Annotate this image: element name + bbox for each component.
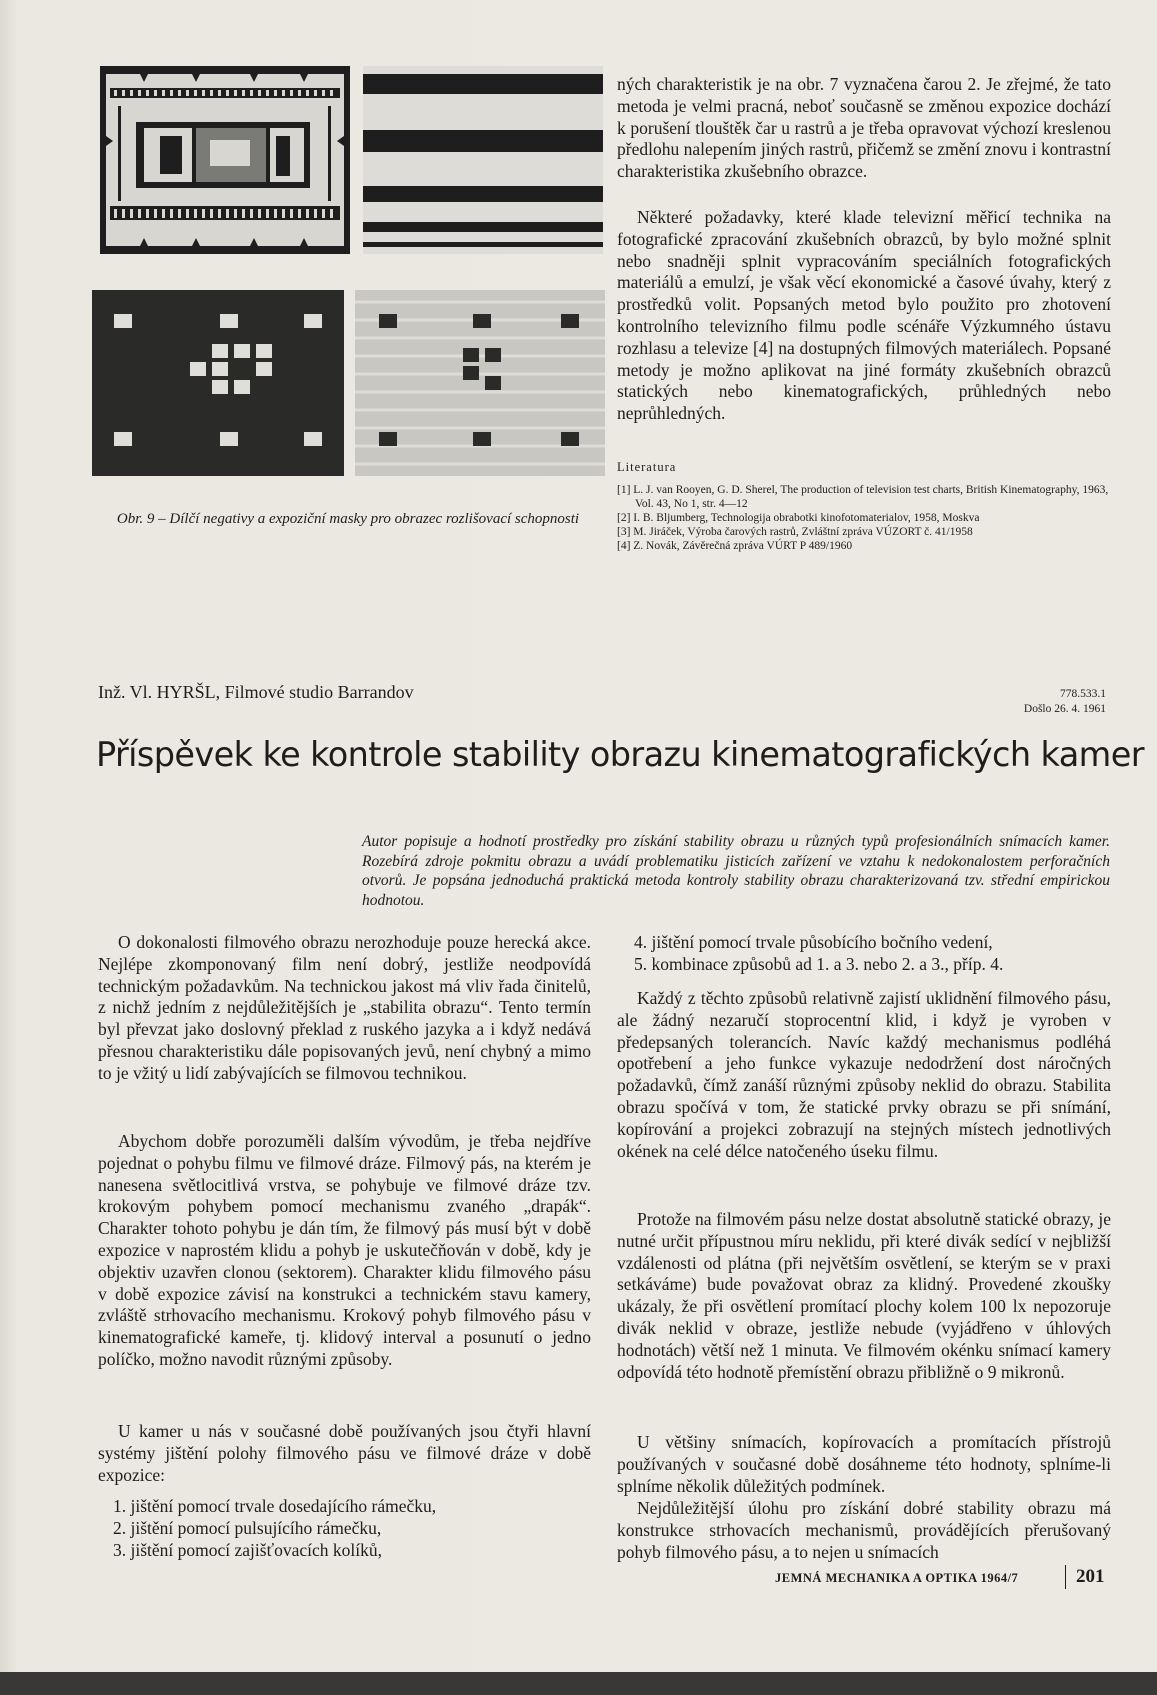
figure-caption: Obr. 9 – Dílčí negativy a expoziční masky pro obrazec rozlišovací schopnosti <box>116 511 580 527</box>
page-number: 201 <box>1076 1566 1105 1587</box>
article-title: Příspěvek ke kontrole stability obrazu kinematografických kamer <box>96 735 1144 774</box>
list-item: 2. jištění pomocí pulsujícího rámečku, <box>113 1517 382 1538</box>
literature-heading: Literatura <box>617 460 677 474</box>
figure-dark-squares-mask <box>92 290 344 476</box>
paragraph-right-1: Každý z těchto způsobů relativně zajistí uklidnění filmového pásu, ale žádný nezaručí stoprocentní klid, i když je vyroben v předepsaných tolerancích. Navíc každý mechanismus podléhá opotřebení a jeho funkce vykazuje nedodržení dost náročných požadavků, čímž zanáší různými způsoby neklid do obrazu. Stabilita obrazu spočívá v tom, že statické prvky obrazu se při snímání, kopírování a projekci zobrazují na stejných místech jednotlivých okének na celé délce natočeného úseku filmu. <box>617 988 1111 1161</box>
paragraph-left-1: O dokonalosti filmového obrazu nerozhoduje pouze herecká akce. Nejlépe zkomponovaný film není dobrý, jestliže neodpovídá technickým požadavkům. Na technickou jakost má vliv řada činitelů, z nichž jedním z nejdůležitějších je „stabilita obrazu“. Tento termín byl převzat jako doslovný překlad z ruského jazyka a i když nedává přesnou charakteristiku dále popisovaných jevů, není chybný a mimo to je vžitý u lidí zabývajících se filmovou technikou. <box>98 932 591 1083</box>
list-item: 4. jištění pomocí trvale působícího bočního vedení, <box>634 932 993 952</box>
paragraph-left-2: Abychom dobře porozuměli dalším vývodům, je třeba nejdříve pojednat o pohybu filmu ve filmové dráze. Filmový pás, na kterém je nanesena světlocitlivá vrstva, se pohybuje ve filmové dráze tzv. krokovým pohybem pomocí mechanismu zvaného „drapák“. Charakter tohoto pohybu je dán tím, že filmový pás musí být v době expozice v naprostém klidu a pohyb je uskutečňován v době, kdy je objektiv uzavřen clonou (sektorem). Charakter klidu filmového pásu v době expozice závisí na konstrukci a technickém stavu kamery, zvláště strhovacího mechanismu. Krokový pohyb filmového pásu v kinematografické kameře, tj. klidový interval a posunutí o jedno políčko, možno navodit různými způsoby. <box>98 1131 591 1369</box>
method-list-right <box>634 932 1111 976</box>
paragraph-right-4: Nejdůležitější úlohu pro získání dobré stability obrazu má konstrukce strhovacích mechanismů, provádějících přerušovaný pohyb filmového pásu, a to nejen u snímacích <box>617 1498 1111 1562</box>
reference-item: [2] I. B. Bljumberg, Technologija obrabotki kinofotomaterialov, 1958, Moskva <box>617 512 980 524</box>
figure-test-chart <box>100 66 350 254</box>
article-author: Inž. Vl. HYRŠL, Filmové studio Barrandov <box>98 682 414 702</box>
paragraph-right-3: U většiny snímacích, kopírovacích a promítacích přístrojů používaných v současné době dosáhneme této hodnoty, splníme-li splníme několik důležitých podmínek. <box>617 1432 1111 1496</box>
reference-list <box>617 483 1111 553</box>
reference-item: [3] M. Jiráček, Výroba čarových rastrů, Zvláštní zpráva VÚZORT č. 41/1958 <box>617 526 973 538</box>
footer-divider <box>1065 1565 1066 1589</box>
article-classification: 778.533.1 <box>1060 688 1106 700</box>
paragraph-right-2: Protože na filmovém pásu nelze dostat absolutně statické obrazy, je nutné určit přípustnou míru neklidu, při které divák sedící v nejbližší vzdálenosti od plátna (při největším osvětlení, se kterým se v praxi setkáváme) bude považovat obraz za klidný. Provedené zkoušky ukázaly, že při osvětlení promítací plochy kolem 100 lx nepozoruje divák neklid v obraze, jestliže nebude (vyjádřeno v úhlových hodnotách) větší než 1 minuta. Ve filmovém okénku snímací kamery odpovídá této hodnotě přemístění obrazu přibližně o 9 mikronů. <box>617 1209 1111 1382</box>
journal-footer: JEMNÁ MECHANIKA A OPTIKA 1964/7 <box>775 1571 1019 1585</box>
article-received-date: Došlo 26. 4. 1961 <box>1023 703 1106 715</box>
list-item: 1. jištění pomocí trvale dosedajícího rámečku, <box>113 1496 437 1516</box>
scan-bottom-edge <box>0 1672 1157 1695</box>
paragraph-top-right-1: ných charakteristik je na obr. 7 vyznačena čarou 2. Je zřejmé, že tato metoda je velmi pracná, neboť současně se změnou expozice dochází k porušení tlouštěk čar u rastrů a je třeba opravovat výchozí kreslenou předlohu nalepením jiných rastrů, přičemž se změní znovu i kontrastní charakteristika zkušebního obrazce. <box>617 74 1111 182</box>
list-item: 5. kombinace způsobů ad 1. a 3. nebo 2. a 3., příp. 4. <box>634 953 1004 974</box>
reference-item: [4] Z. Novák, Závěrečná zpráva VÚRT P 489/1960 <box>617 540 853 552</box>
figure-light-squares-mask <box>355 290 605 476</box>
figure-stripe-mask <box>363 66 603 254</box>
reference-item: [1] L. J. van Rooyen, G. D. Sherel, The production of television test charts, British Kinematography, 1963, Vol. 43, No 1, str. 4—12 <box>617 484 1109 510</box>
method-list-left <box>113 1496 591 1561</box>
paragraph-top-right-2: Některé požadavky, které klade televizní měřicí technika na fotografické zpracování zkušebních obrazců, by bylo možné splnit nebo snadněji splnit vypracováním speciálních fotografických materiálů a emulzí, je však věcí ekonomické a časové úvahy, který z prostředků volit. Popsaných metod bylo použito pro zhotovení kontrolního televizního filmu podle scénáře Výzkumného ústavu rozhlasu a televize [4] na dostupných filmových materiálech. Popsané metody je možno aplikovat na jiné formáty zkušebních obrazců statických nebo kinematografických, průhledných nebo neprůhledných. <box>617 207 1111 424</box>
paragraph-left-3: U kamer u nás v současné době používaných jsou čtyři hlavní systémy jištění polohy filmového pásu ve filmové dráze v době expozice: <box>98 1421 591 1485</box>
list-item: 3. jištění pomocí zajišťovacích kolíků, <box>113 1539 382 1560</box>
article-abstract: Autor popisuje a hodnotí prostředky pro získání stability obrazu u různých typů profesionálních snímacích kamer. Rozebírá zdroje pokmitu obrazu a uvádí problematiku jisticích zařízení ve vztahu k nedokonalostem perforačních otvorů. Je popsána jednoduchá praktická metoda kontroly stability obrazu charakterizovaná tzv. střední empirickou hodnotou. <box>362 833 1110 909</box>
